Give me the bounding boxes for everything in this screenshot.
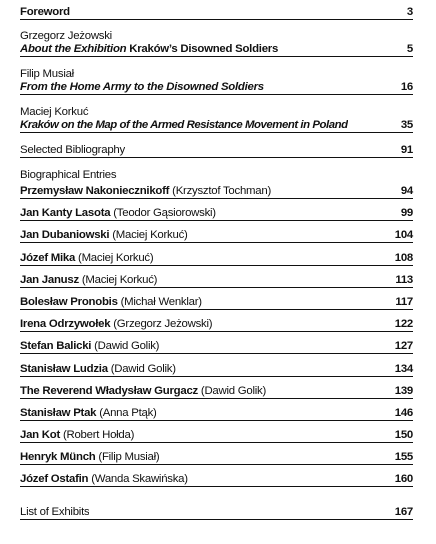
- page-number: 99: [400, 207, 413, 220]
- subject-name: The Reverend Władysław Gurgacz: [20, 384, 198, 397]
- entry-title: List of Exhibits: [20, 506, 90, 519]
- entry-title: [20, 274, 157, 287]
- entry-title: Foreword: [20, 6, 70, 18]
- toc-entry-bio[interactable]: [20, 429, 413, 443]
- entry-author: (Dawid Golik): [197, 384, 267, 397]
- entry-title: Kraków on the Map of the Armed Resistance Movement in Poland: [20, 119, 348, 131]
- toc-entry-foreword[interactable]: [20, 6, 413, 20]
- entry-title: [20, 407, 157, 420]
- entry-author: (Dawid Golik): [91, 340, 160, 353]
- page-number: 91: [400, 144, 413, 156]
- page-number: 155: [394, 451, 413, 464]
- entry-title: [20, 429, 134, 442]
- toc-entry-bio[interactable]: [20, 340, 413, 354]
- page-number: 3: [406, 6, 413, 18]
- entry-title: [20, 340, 159, 353]
- entry-title: [20, 473, 188, 486]
- toc-entry-map[interactable]: [20, 119, 413, 133]
- subject-name: Jan Janusz: [20, 273, 79, 286]
- entry-author: (Michał Wenklar): [117, 295, 202, 308]
- subject-name: Jan Dubaniowski: [20, 229, 110, 242]
- subject-name: Józef Mika: [20, 251, 76, 264]
- entry-title: [20, 229, 188, 242]
- entry-title: [20, 252, 153, 265]
- toc-entry-bio[interactable]: [20, 385, 413, 399]
- entry-author: (Dawid Golik): [107, 362, 176, 375]
- toc-entry-bio[interactable]: [20, 363, 413, 377]
- page-number: 134: [394, 362, 413, 375]
- entry-author: (Maciej Korkuć): [109, 229, 188, 242]
- toc-entry-bio[interactable]: [20, 318, 413, 332]
- subject-name: Stanisław Ptak: [20, 406, 97, 419]
- entry-author: Maciej Korkuć: [20, 106, 89, 118]
- subject-name: Irena Odrzywołek: [20, 318, 111, 331]
- subject-name: Jan Kot: [20, 429, 61, 442]
- page-number: 94: [400, 185, 413, 197]
- toc-entry-bio[interactable]: [20, 451, 413, 465]
- section-heading: Biographical Entries: [20, 169, 117, 181]
- entry-title: About the Exhibition Kraków’s Disowned Soldiers: [20, 43, 279, 55]
- entry-title: [20, 451, 159, 464]
- entry-author: (Filip Musiał): [95, 451, 160, 464]
- toc-entry-bio[interactable]: [20, 274, 413, 288]
- entry-author: (Grzegorz Jeżowski): [110, 318, 213, 331]
- subject-name: Jan Kanty Lasota: [20, 207, 111, 220]
- page-number: 122: [394, 318, 413, 331]
- page-number: 104: [394, 229, 413, 242]
- page-number: 139: [394, 384, 413, 397]
- toc-entry-bio[interactable]: [20, 296, 413, 310]
- entry-title: Selected Bibliography: [20, 144, 125, 156]
- page-number: 127: [394, 340, 413, 353]
- toc-entry-bio[interactable]: [20, 207, 413, 221]
- toc-entry-bio[interactable]: [20, 407, 413, 421]
- entry-author: Grzegorz Jeżowski: [20, 30, 112, 42]
- entry-title: [20, 363, 176, 376]
- page-number: 35: [400, 119, 413, 131]
- entry-title: [20, 296, 202, 309]
- entry-author: (Teodor Gąsiorowski): [110, 207, 216, 220]
- page-number: 167: [394, 506, 413, 519]
- biographical-entries-list: [20, 185, 413, 487]
- entry-author: (Maciej Korkuć): [75, 251, 154, 264]
- toc-entry-bio[interactable]: [20, 229, 413, 243]
- page-number: 150: [394, 429, 413, 442]
- page-number: 108: [394, 251, 413, 264]
- entry-author: (Anna Ptąk): [96, 406, 157, 419]
- subject-name: Henryk Münch: [20, 451, 96, 464]
- subject-name: Józef Ostafin: [20, 473, 89, 486]
- table-of-contents: [20, 6, 413, 520]
- entry-title: From the Home Army to the Disowned Soldiers: [20, 81, 264, 93]
- entry-author: (Wanda Skawińska): [88, 473, 188, 486]
- toc-entry-bibliography[interactable]: [20, 144, 413, 158]
- toc-entry-exhibits[interactable]: [20, 506, 413, 520]
- page-number: 160: [394, 473, 413, 486]
- entry-title: [20, 185, 271, 198]
- page-number: 16: [400, 81, 413, 93]
- subject-name: Stefan Balicki: [20, 340, 92, 353]
- toc-entry-bio[interactable]: [20, 252, 413, 266]
- entry-title: [20, 207, 216, 220]
- entry-author: (Krzysztof Tochman): [169, 185, 271, 197]
- entry-author: (Maciej Korkuć): [78, 273, 158, 286]
- page-number: 113: [395, 273, 413, 286]
- subject-name: Bolesław Pronobis: [20, 295, 118, 308]
- entry-title: [20, 385, 266, 398]
- toc-entry-home-army[interactable]: [20, 81, 413, 95]
- entry-author: (Robert Hołda): [60, 429, 135, 442]
- page-number: 117: [395, 295, 413, 308]
- entry-title: [20, 318, 212, 331]
- page-number: 5: [406, 43, 413, 55]
- toc-entry-bio[interactable]: [20, 185, 413, 199]
- subject-name: Przemysław Nakoniecznikoff: [20, 185, 170, 197]
- toc-entry-bio[interactable]: [20, 473, 413, 487]
- subject-name: Stanisław Ludzia: [20, 362, 108, 375]
- entry-author: Filip Musiał: [20, 68, 74, 80]
- page-number: 146: [394, 406, 413, 419]
- toc-entry-exhibition[interactable]: [20, 43, 413, 57]
